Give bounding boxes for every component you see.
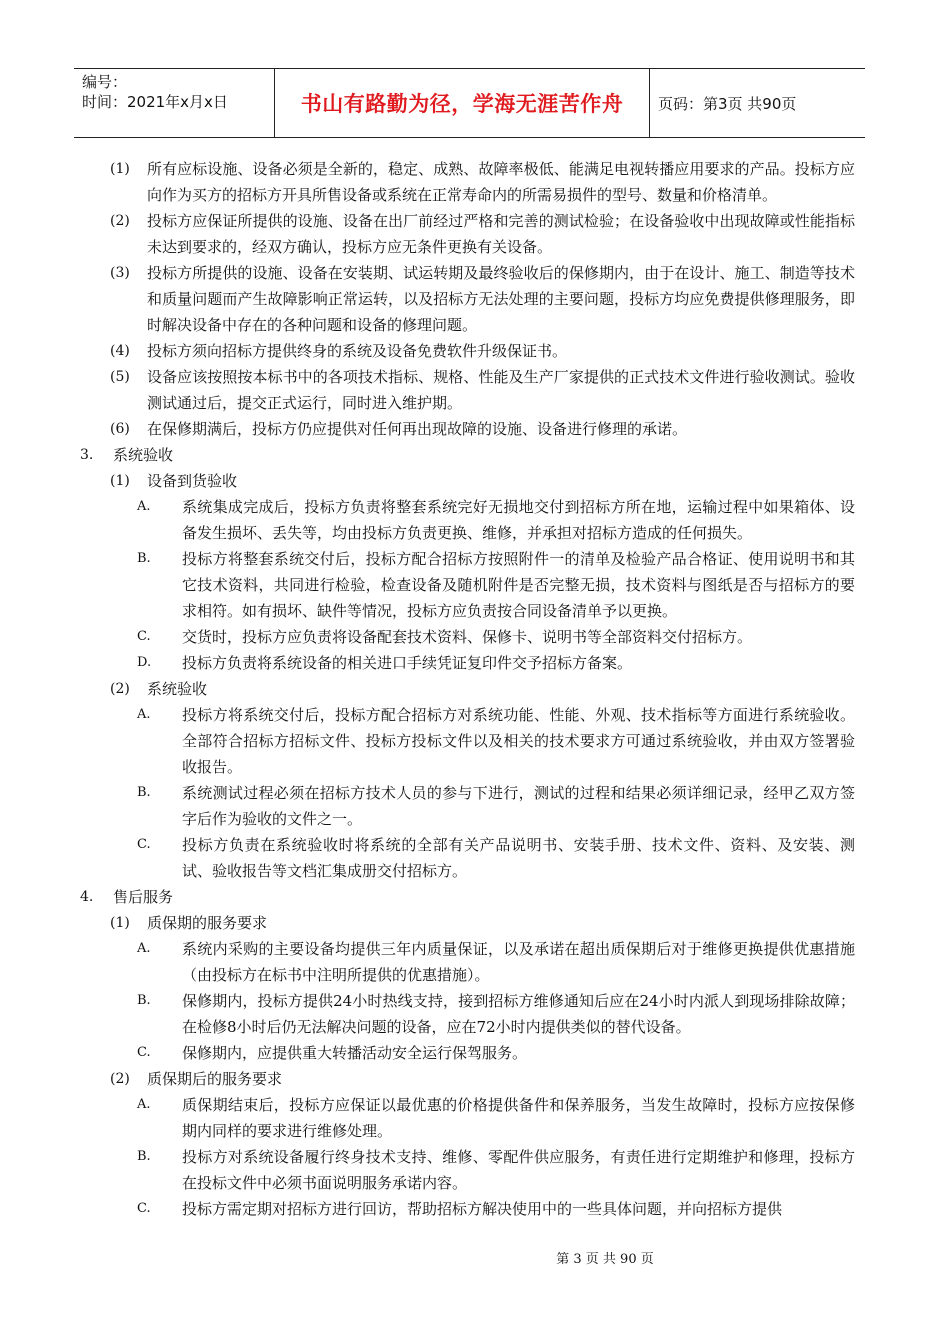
item-number: (1) [110, 161, 130, 177]
section-heading [0, 884, 950, 910]
lettered-item [0, 1196, 950, 1222]
numbered-item [0, 416, 950, 442]
item-number: B. [137, 1149, 151, 1164]
item-number: A. [137, 941, 151, 956]
lettered-item [0, 650, 950, 676]
item-text: 投标方需定期对招标方进行回访，帮助招标方解决使用中的一些具体问题，并向招标方提供 [182, 1200, 783, 1218]
numbered-item [0, 1066, 950, 1092]
item-number: A. [137, 1097, 151, 1112]
item-number: B. [137, 551, 151, 566]
item-number: (2) [110, 213, 130, 229]
numbered-item [0, 910, 950, 936]
item-text: 设备应该按照按本标书中的各项技术指标、规格、性能及生产厂家提供的正式技术文件进行验收测试。验收测试通过后，提交正式运行，同时进入维护期。 [147, 368, 855, 412]
item-number: (5) [110, 369, 130, 385]
item-number: (6) [110, 421, 130, 437]
item-text: 系统测试过程必须在招标方技术人员的参与下进行，测试的过程和结果必须详细记录，经甲乙双方签字后作为验收的文件之一。 [182, 784, 855, 828]
item-text: 投标方应保证所提供的设施、设备在出厂前经过严格和完善的测试检验；在设备验收中出现故障或性能指标未达到要求的，经双方确认，投标方应无条件更换有关设备。 [147, 212, 855, 256]
item-number: C. [137, 837, 151, 852]
item-number: C. [137, 1201, 151, 1216]
lettered-item [0, 546, 950, 624]
item-text: 所有应标设施、设备必须是全新的，稳定、成熟、故障率极低、能满足电视转播应用要求的产品。投标方应向作为买方的招标方开具所售设备或系统在正常寿命内的所需易损件的型号、数量和价格清单。 [147, 160, 855, 204]
lettered-item [0, 780, 950, 832]
item-number: 3. [80, 447, 94, 463]
lettered-item [0, 624, 950, 650]
item-text: 系统验收 [113, 446, 174, 464]
item-text: 投标方负责将系统设备的相关进口手续凭证复印件交予招标方备案。 [182, 654, 633, 672]
item-number: (2) [110, 681, 130, 697]
item-text: 投标方所提供的设施、设备在安装期、试运转期及最终验收后的保修期内，由于在设计、施工、制造等技术和质量问题而产生故障影响正常运转，以及招标方无法处理的主要问题，投标方均应免费提供修理服务，即时解决设备中存在的各种问题和设备的修理问题。 [147, 264, 855, 334]
numbered-item [0, 338, 950, 364]
lettered-item [0, 832, 950, 884]
item-number: (3) [110, 265, 130, 281]
item-text: 质保期后的服务要求 [147, 1070, 283, 1088]
item-text: 投标方负责在系统验收时将系统的全部有关产品说明书、安装手册、技术文件、资料、及安装、测试、验收报告等文档汇集成册交付招标方。 [182, 836, 855, 880]
lettered-item [0, 1092, 950, 1144]
item-number: C. [137, 629, 151, 644]
item-text: 投标方将系统交付后，投标方配合招标方对系统功能、性能、外观、技术指标等方面进行系统验收。全部符合招标方招标文件、投标方投标文件以及相关的技术要求方可通过系统验收，并由双方签署验收报告。 [182, 706, 855, 776]
item-text: 投标方须向招标方提供终身的系统及设备免费软件升级保证书。 [147, 342, 568, 360]
item-text: 保修期内，投标方提供24小时热线支持，接到招标方维修通知后应在24小时内派人到现场排除故障；在检修8小时后仍无法解决问题的设备，应在72小时内提供类似的替代设备。 [182, 992, 855, 1036]
header-page-info: 页码：第3页 共90页 [658, 94, 797, 113]
lettered-item [0, 936, 950, 988]
item-number: C. [137, 1045, 151, 1060]
item-number: (1) [110, 473, 130, 489]
item-text: 质保期结束后，投标方应保证以最优惠的价格提供备件和保养服务，当发生故障时，投标方应按保修期内同样的要求进行维修处理。 [182, 1096, 855, 1140]
item-number: A. [137, 499, 151, 514]
item-text: 交货时，投标方应负责将设备配套技术资料、保修卡、说明书等全部资料交付招标方。 [182, 628, 753, 646]
item-number: 4. [80, 889, 94, 905]
numbered-item [0, 676, 950, 702]
item-text: 系统集成完成后，投标方负责将整套系统完好无损地交付到招标方所在地，运输过程中如果箱体、设备发生损坏、丢失等，均由投标方负责更换、维修，并承担对招标方造成的任何损失。 [182, 498, 855, 542]
header-number-label: 编号： [82, 73, 128, 91]
numbered-item [0, 468, 950, 494]
document-body [0, 156, 950, 1222]
lettered-item [0, 702, 950, 780]
lettered-item [0, 988, 950, 1040]
numbered-item [0, 364, 950, 416]
item-number: (4) [110, 343, 130, 359]
item-number: (2) [110, 1071, 130, 1087]
item-number: (1) [110, 915, 130, 931]
item-text: 投标方对系统设备履行终身技术支持、维修、零配件供应服务，有责任进行定期维护和修理，投标方在投标文件中必须书面说明服务承诺内容。 [182, 1148, 855, 1192]
item-number: B. [137, 785, 151, 800]
header-meta [74, 69, 275, 137]
item-text: 在保修期满后，投标方仍应提供对任何再出现故障的设施、设备进行修理的承诺。 [147, 420, 688, 438]
item-text: 设备到货验收 [147, 472, 238, 490]
item-text: 系统内采购的主要设备均提供三年内质量保证，以及承诺在超出质保期后对于维修更换提供优惠措施（由投标方在标书中注明所提供的优惠措施）。 [182, 940, 855, 984]
item-text: 保修期内，应提供重大转播活动安全运行保驾服务。 [182, 1044, 528, 1062]
numbered-item [0, 260, 950, 338]
item-text: 售后服务 [113, 888, 174, 906]
document-header [74, 68, 865, 138]
numbered-item [0, 156, 950, 208]
item-number: A. [137, 707, 151, 722]
item-text: 投标方将整套系统交付后，投标方配合招标方按照附件一的清单及检验产品合格证、使用说明书和其它技术资料，共同进行检验，检查设备及随机附件是否完整无损，技术资料与图纸是否与招标方的要求相符。如有损坏、缺件等情况，投标方应负责按合同设备清单予以更换。 [182, 550, 855, 620]
item-number: B. [137, 993, 151, 1008]
section-heading [0, 442, 950, 468]
page-footer: 第 3 页 共 90 页 [556, 1252, 654, 1267]
item-text: 质保期的服务要求 [147, 914, 268, 932]
numbered-item [0, 208, 950, 260]
header-time-label: 时间：2021年x月x日 [82, 93, 228, 111]
item-number: D. [137, 655, 152, 670]
item-text: 系统验收 [147, 680, 208, 698]
header-motto: 书山有路勤为径，学海无涯苦作舟 [275, 69, 650, 137]
lettered-item [0, 1040, 950, 1066]
lettered-item [0, 1144, 950, 1196]
lettered-item [0, 494, 950, 546]
